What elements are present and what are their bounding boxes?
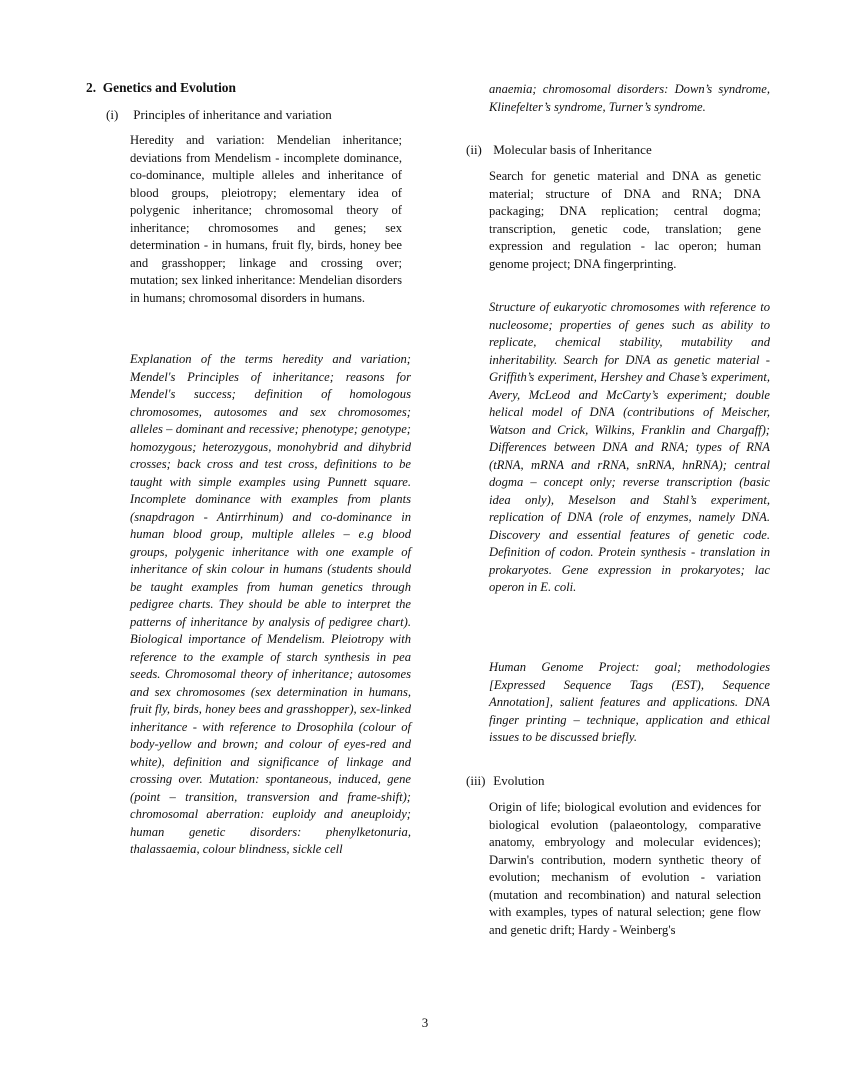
right-paragraph-continued: anaemia; chromosomal disorders: Down’s syndrome, Klinefelter’s syndrome, Turner’s syndrome. — [489, 82, 770, 114]
section-heading — [86, 80, 236, 96]
left-paragraph-explanation: Explanation of the terms heredity and variation; Mendel's Principles of inheritance; reasons for Mendel's success; definition of homologous chromosomes, autosomes and sex chromosomes; alleles – dominant and recessive; phenotype; genotype; homozygous; heterozygous, monohybrid and dihybrid crosses; back cross and test cross, definitions to be taught with simple examples using Punnett square. Incomplete dominance with examples from plants (snapdragon - Antirrhinum) and co-dominance in human blood group, multiple alleles – e.g blood groups, polygenic inheritance with one example of inheritance of skin colour in humans (students should be taught examples from human genetics through pedigree charts. They should be able to interpret the patterns of inheritance by analysis of pedigree chart). Biological importance of Mendelism. Pleiotropy with reference to the example of starch synthesis in pea seeds. Chromosomal theory of inheritance; autosomes and sex chromosomes (sex determination in humans, fruit fly, birds, honey bees and grasshopper), sex-linked inheritance - with reference to Drosophila (colour of body-yellow and brown; and colour of eyes-red and white), definition and significance of linkage and crossing over. Mutation: spontaneous, induced, gene (point – transition, transversion and frame-shift); chromosomal aberration: euploidy and aneuploidy; human genetic disorders: phenylketonuria, thalassaemia, colour blindness, sickle cell — [130, 352, 411, 856]
section-number: 2. — [86, 80, 97, 95]
subsection-ii-title: Molecular basis of Inheritance — [493, 142, 652, 157]
subsection-i-number: (i) — [106, 107, 119, 122]
subsection-iii-title: Evolution — [493, 773, 545, 788]
subsection-ii-heading — [466, 142, 652, 158]
right-paragraph-molecular-syllabus: Search for genetic material and DNA as genetic material; structure of DNA and RNA; DNA packaging; DNA replication; central dogma; transcription, genetic code, translation; gene expression and regulation - lac operon; human genome project; DNA fingerprinting. — [489, 169, 761, 271]
subsection-ii-number: (ii) — [466, 142, 482, 157]
left-paragraph-syllabus: Heredity and variation: Mendelian inheritance; deviations from Mendelism - incomplete dominance, co-dominance, multiple alleles and inheritance of blood groups, pleiotropy; elementary idea of polygenic inheritance; chromosomal theory of inheritance; chromosomes and genes; sex determination - in humans, fruit fly, birds, honey bee and grasshopper; linkage and crossing over; mutation; sex linked inheritance: Mendelian disorders in humans; chromosomal disorders in humans. — [130, 133, 402, 305]
subsection-i-heading — [106, 107, 332, 123]
subsection-iii-heading — [466, 773, 545, 789]
right-paragraph-genome-project: Human Genome Project: goal; methodologies [Expressed Sequence Tags (EST), Sequence Annotation], salient features and applications. DNA finger printing – technique, application and ethical issues to be discussed briefly. — [489, 660, 770, 744]
subsection-i-title: Principles of inheritance and variation — [133, 107, 332, 122]
page-number: 3 — [421, 1015, 429, 1030]
subsection-iii-number: (iii) — [466, 773, 486, 788]
right-paragraph-molecular-explanation: Structure of eukaryotic chromosomes with reference to nucleosome; properties of genes such as ability to replicate, chemical stability, mutability and inheritability. Search for DNA as genetic material - Griffith’s experiment, Hershey and Chase’s experiment, Avery, McLeod and McCarty’s experiment; double helical model of DNA (contributions of Meischer, Watson and Crick, Wilkins, Franklin and Chargaff); Differences between DNA and RNA; types of RNA (tRNA, mRNA and rRNA, snRNA, hnRNA); central dogma – concept only; reverse transcription (basic idea only), Meselson and Stahl’s experiment, replication of DNA (role of enzymes, namely DNA. Discovery and essential features of genetic code. Definition of codon. Protein synthesis - translation in prokaryotes. Gene expression in prokaryotes; lac operon in E. coli. — [489, 300, 770, 594]
section-title: Genetics and Evolution — [102, 80, 236, 95]
right-paragraph-evolution: Origin of life; biological evolution and evidences for biological evolution (palaeontology, comparative anatomy, embryology and molecular evidences); Darwin's contribution, modern synthetic theory of evolution; mechanism of evolution - variation (mutation and recombination) and natural selection with examples, types of natural selection; gene flow and genetic drift; Hardy - Weinberg's — [489, 800, 761, 937]
